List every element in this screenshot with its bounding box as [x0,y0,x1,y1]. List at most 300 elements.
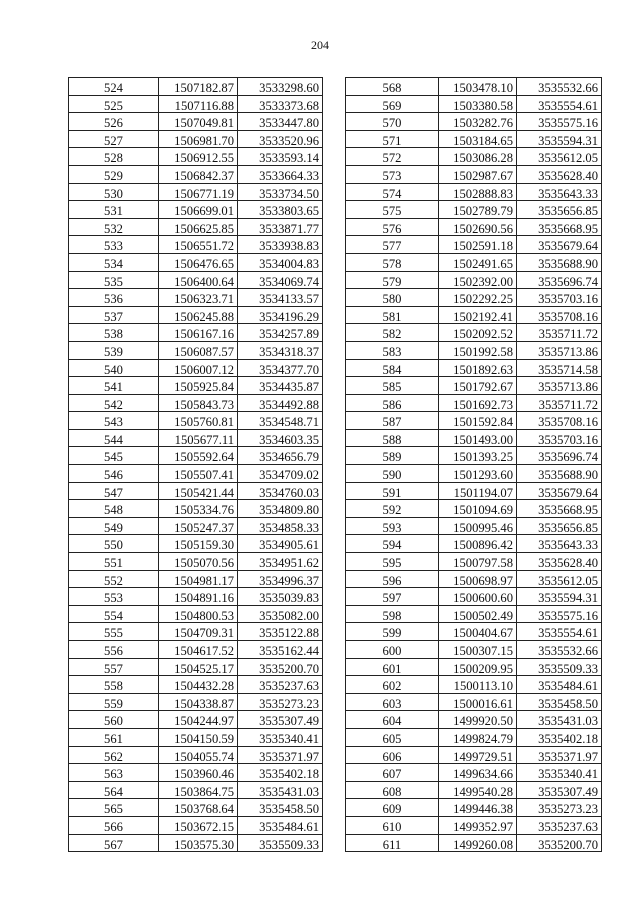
x-coordinate-cell: 1506245.88 [159,306,238,324]
x-coordinate-cell: 1507116.88 [159,95,238,113]
y-coordinate-cell: 3535696.74 [517,271,602,289]
table-row [69,78,323,96]
table-row [346,218,602,236]
x-coordinate-cell: 1502987.67 [439,165,517,183]
x-coordinate-cell: 1500502.49 [439,605,517,623]
y-coordinate-cell: 3535679.64 [517,482,602,500]
point-number-cell: 582 [346,324,439,342]
y-coordinate-cell: 3534809.80 [238,500,323,518]
table-row [346,236,602,254]
x-coordinate-cell: 1499824.79 [439,728,517,746]
point-number-cell: 585 [346,377,439,395]
table-row [346,693,602,711]
y-coordinate-cell: 3535575.16 [517,113,602,131]
x-coordinate-cell: 1504709.31 [159,623,238,641]
point-number-cell: 610 [346,816,439,834]
table-row [346,816,602,834]
point-number-cell: 594 [346,535,439,553]
y-coordinate-cell: 3533803.65 [238,201,323,219]
table-row [346,605,602,623]
point-number-cell: 560 [69,711,159,729]
y-coordinate-cell: 3533664.33 [238,165,323,183]
table-row [346,341,602,359]
x-coordinate-cell: 1504244.97 [159,711,238,729]
table-row [346,535,602,553]
x-coordinate-cell: 1504800.53 [159,605,238,623]
table-row [69,306,323,324]
x-coordinate-cell: 1503086.28 [439,148,517,166]
x-coordinate-cell: 1501692.73 [439,394,517,412]
table-row [346,711,602,729]
y-coordinate-cell: 3535484.61 [238,816,323,834]
x-coordinate-cell: 1500797.58 [439,553,517,571]
x-coordinate-cell: 1499729.51 [439,746,517,764]
y-coordinate-cell: 3535273.23 [517,799,602,817]
table-row [346,253,602,271]
table-row [346,834,602,852]
table-row [69,623,323,641]
x-coordinate-cell: 1504617.52 [159,641,238,659]
point-number-cell: 595 [346,553,439,571]
table-row [69,148,323,166]
table-row [346,183,602,201]
y-coordinate-cell: 3535458.50 [517,693,602,711]
y-coordinate-cell: 3535643.33 [517,183,602,201]
y-coordinate-cell: 3535509.33 [238,834,323,852]
table-row [346,623,602,641]
y-coordinate-cell: 3535696.74 [517,447,602,465]
point-number-cell: 580 [346,289,439,307]
point-number-cell: 551 [69,553,159,571]
x-coordinate-cell: 1500113.10 [439,676,517,694]
y-coordinate-cell: 3534951.62 [238,553,323,571]
x-coordinate-cell: 1504981.17 [159,570,238,588]
y-coordinate-cell: 3535643.33 [517,535,602,553]
y-coordinate-cell: 3535509.33 [517,658,602,676]
point-number-cell: 549 [69,517,159,535]
y-coordinate-cell: 3535711.72 [517,394,602,412]
point-number-cell: 602 [346,676,439,694]
point-number-cell: 554 [69,605,159,623]
point-number-cell: 567 [69,834,159,852]
point-number-cell: 541 [69,377,159,395]
point-number-cell: 592 [346,500,439,518]
y-coordinate-cell: 3535431.03 [238,781,323,799]
point-number-cell: 552 [69,570,159,588]
table-row [346,570,602,588]
table-row [69,500,323,518]
point-number-cell: 557 [69,658,159,676]
table-row [69,324,323,342]
table-row [346,394,602,412]
y-coordinate-cell: 3533871.77 [238,218,323,236]
x-coordinate-cell: 1501293.60 [439,465,517,483]
x-coordinate-cell: 1500307.15 [439,641,517,659]
y-coordinate-cell: 3535612.05 [517,570,602,588]
x-coordinate-cell: 1505760.81 [159,412,238,430]
point-number-cell: 584 [346,359,439,377]
point-number-cell: 548 [69,500,159,518]
x-coordinate-cell: 1506625.85 [159,218,238,236]
y-coordinate-cell: 3535458.50 [238,799,323,817]
y-coordinate-cell: 3535668.95 [517,218,602,236]
y-coordinate-cell: 3535200.70 [517,834,602,852]
point-number-cell: 550 [69,535,159,553]
table-row [346,500,602,518]
table-row [346,588,602,606]
point-number-cell: 545 [69,447,159,465]
x-coordinate-cell: 1503672.15 [159,816,238,834]
y-coordinate-cell: 3535532.66 [517,78,602,96]
point-number-cell: 526 [69,113,159,131]
point-number-cell: 606 [346,746,439,764]
table-row [346,165,602,183]
point-number-cell: 562 [69,746,159,764]
x-coordinate-cell: 1506476.65 [159,253,238,271]
point-number-cell: 529 [69,165,159,183]
point-number-cell: 566 [69,816,159,834]
point-number-cell: 599 [346,623,439,641]
y-coordinate-cell: 3534492.88 [238,394,323,412]
x-coordinate-cell: 1504891.16 [159,588,238,606]
table-row [346,289,602,307]
table-row [69,289,323,307]
coordinate-table-left [68,77,323,852]
point-number-cell: 588 [346,429,439,447]
table-row [346,95,602,113]
x-coordinate-cell: 1503960.46 [159,764,238,782]
point-number-cell: 581 [346,306,439,324]
point-number-cell: 574 [346,183,439,201]
y-coordinate-cell: 3533938.83 [238,236,323,254]
table-row [69,183,323,201]
table-row [69,130,323,148]
table-row [346,306,602,324]
point-number-cell: 583 [346,341,439,359]
point-number-cell: 569 [346,95,439,113]
y-coordinate-cell: 3534656.79 [238,447,323,465]
point-number-cell: 600 [346,641,439,659]
y-coordinate-cell: 3535082.00 [238,605,323,623]
point-number-cell: 587 [346,412,439,430]
y-coordinate-cell: 3535668.95 [517,500,602,518]
point-number-cell: 575 [346,201,439,219]
y-coordinate-cell: 3533373.68 [238,95,323,113]
coordinate-table-right [345,77,602,852]
y-coordinate-cell: 3534069.74 [238,271,323,289]
point-number-cell: 536 [69,289,159,307]
x-coordinate-cell: 1507182.87 [159,78,238,96]
x-coordinate-cell: 1504525.17 [159,658,238,676]
x-coordinate-cell: 1503478.10 [439,78,517,96]
x-coordinate-cell: 1507049.81 [159,113,238,131]
table-row [69,570,323,588]
table-row [346,113,602,131]
point-number-cell: 571 [346,130,439,148]
x-coordinate-cell: 1501393.25 [439,447,517,465]
point-number-cell: 559 [69,693,159,711]
point-number-cell: 568 [346,78,439,96]
y-coordinate-cell: 3535484.61 [517,676,602,694]
y-coordinate-cell: 3534760.03 [238,482,323,500]
point-number-cell: 607 [346,764,439,782]
x-coordinate-cell: 1502491.65 [439,253,517,271]
x-coordinate-cell: 1506842.37 [159,165,238,183]
point-number-cell: 577 [346,236,439,254]
y-coordinate-cell: 3535656.85 [517,201,602,219]
point-number-cell: 603 [346,693,439,711]
point-number-cell: 589 [346,447,439,465]
y-coordinate-cell: 3535340.41 [517,764,602,782]
x-coordinate-cell: 1499634.66 [439,764,517,782]
x-coordinate-cell: 1503282.76 [439,113,517,131]
point-number-cell: 564 [69,781,159,799]
x-coordinate-cell: 1501094.69 [439,500,517,518]
y-coordinate-cell: 3534004.83 [238,253,323,271]
point-number-cell: 572 [346,148,439,166]
y-coordinate-cell: 3535708.16 [517,306,602,324]
x-coordinate-cell: 1506167.16 [159,324,238,342]
x-coordinate-cell: 1506400.64 [159,271,238,289]
y-coordinate-cell: 3535703.16 [517,289,602,307]
table-row [69,95,323,113]
x-coordinate-cell: 1505677.11 [159,429,238,447]
table-row [346,412,602,430]
table-row [346,799,602,817]
x-coordinate-cell: 1502690.56 [439,218,517,236]
y-coordinate-cell: 3535708.16 [517,412,602,430]
y-coordinate-cell: 3535237.63 [517,816,602,834]
x-coordinate-cell: 1499446.38 [439,799,517,817]
x-coordinate-cell: 1500896.42 [439,535,517,553]
point-number-cell: 558 [69,676,159,694]
point-number-cell: 540 [69,359,159,377]
table-row [69,553,323,571]
x-coordinate-cell: 1500016.61 [439,693,517,711]
y-coordinate-cell: 3535594.31 [517,588,602,606]
table-row [346,641,602,659]
table-row [69,482,323,500]
x-coordinate-cell: 1502292.25 [439,289,517,307]
point-number-cell: 591 [346,482,439,500]
table-row [69,746,323,764]
x-coordinate-cell: 1505159.30 [159,535,238,553]
y-coordinate-cell: 3535656.85 [517,517,602,535]
point-number-cell: 608 [346,781,439,799]
y-coordinate-cell: 3535237.63 [238,676,323,694]
table-row [69,517,323,535]
table-row [69,253,323,271]
point-number-cell: 578 [346,253,439,271]
point-number-cell: 534 [69,253,159,271]
y-coordinate-cell: 3535628.40 [517,165,602,183]
point-number-cell: 531 [69,201,159,219]
x-coordinate-cell: 1500404.67 [439,623,517,641]
table-row [346,465,602,483]
x-coordinate-cell: 1506771.19 [159,183,238,201]
y-coordinate-cell: 3534133.57 [238,289,323,307]
point-number-cell: 535 [69,271,159,289]
table-row [69,236,323,254]
y-coordinate-cell: 3533447.80 [238,113,323,131]
y-coordinate-cell: 3535554.61 [517,623,602,641]
table-row [346,764,602,782]
x-coordinate-cell: 1501493.00 [439,429,517,447]
y-coordinate-cell: 3535594.31 [517,130,602,148]
point-number-cell: 590 [346,465,439,483]
x-coordinate-cell: 1506699.01 [159,201,238,219]
y-coordinate-cell: 3535340.41 [238,728,323,746]
table-row [346,482,602,500]
y-coordinate-cell: 3535554.61 [517,95,602,113]
y-coordinate-cell: 3535628.40 [517,553,602,571]
x-coordinate-cell: 1503380.58 [439,95,517,113]
page-number: 204 [311,38,329,52]
table-row [69,781,323,799]
table-row [69,447,323,465]
point-number-cell: 553 [69,588,159,606]
y-coordinate-cell: 3534196.29 [238,306,323,324]
y-coordinate-cell: 3535307.49 [517,781,602,799]
point-number-cell: 525 [69,95,159,113]
point-number-cell: 597 [346,588,439,606]
table-row [69,799,323,817]
table-row [69,113,323,131]
y-coordinate-cell: 3535402.18 [238,764,323,782]
x-coordinate-cell: 1501892.63 [439,359,517,377]
point-number-cell: 573 [346,165,439,183]
table-row [69,764,323,782]
x-coordinate-cell: 1501792.67 [439,377,517,395]
table-row [346,78,602,96]
point-number-cell: 596 [346,570,439,588]
x-coordinate-cell: 1503864.75 [159,781,238,799]
y-coordinate-cell: 3534709.02 [238,465,323,483]
y-coordinate-cell: 3535371.97 [517,746,602,764]
y-coordinate-cell: 3534905.61 [238,535,323,553]
y-coordinate-cell: 3535714.58 [517,359,602,377]
table-row [346,359,602,377]
y-coordinate-cell: 3535713.86 [517,341,602,359]
y-coordinate-cell: 3534548.71 [238,412,323,430]
table-row [69,535,323,553]
y-coordinate-cell: 3535200.70 [238,658,323,676]
table-row [346,781,602,799]
point-number-cell: 524 [69,78,159,96]
y-coordinate-cell: 3535371.97 [238,746,323,764]
y-coordinate-cell: 3535431.03 [517,711,602,729]
x-coordinate-cell: 1500600.60 [439,588,517,606]
coordinate-table-right-body [346,78,602,852]
point-number-cell: 570 [346,113,439,131]
table-row [69,429,323,447]
point-number-cell: 530 [69,183,159,201]
y-coordinate-cell: 3535402.18 [517,728,602,746]
point-number-cell: 544 [69,429,159,447]
point-number-cell: 542 [69,394,159,412]
y-coordinate-cell: 3534435.87 [238,377,323,395]
table-row [69,816,323,834]
table-row [346,676,602,694]
x-coordinate-cell: 1502789.79 [439,201,517,219]
point-number-cell: 533 [69,236,159,254]
point-number-cell: 579 [346,271,439,289]
x-coordinate-cell: 1505843.73 [159,394,238,412]
y-coordinate-cell: 3535162.44 [238,641,323,659]
y-coordinate-cell: 3534996.37 [238,570,323,588]
table-row [346,429,602,447]
y-coordinate-cell: 3535679.64 [517,236,602,254]
x-coordinate-cell: 1500698.97 [439,570,517,588]
table-row [69,693,323,711]
x-coordinate-cell: 1500209.95 [439,658,517,676]
y-coordinate-cell: 3534858.33 [238,517,323,535]
point-number-cell: 547 [69,482,159,500]
y-coordinate-cell: 3534603.35 [238,429,323,447]
x-coordinate-cell: 1504150.59 [159,728,238,746]
point-number-cell: 537 [69,306,159,324]
table-row [346,728,602,746]
table-row [69,658,323,676]
table-row [346,271,602,289]
table-row [69,412,323,430]
table-row [69,465,323,483]
table-row [69,711,323,729]
point-number-cell: 527 [69,130,159,148]
table-row [69,834,323,852]
point-number-cell: 565 [69,799,159,817]
x-coordinate-cell: 1504432.28 [159,676,238,694]
x-coordinate-cell: 1499352.97 [439,816,517,834]
y-coordinate-cell: 3534318.37 [238,341,323,359]
y-coordinate-cell: 3535713.86 [517,377,602,395]
point-number-cell: 546 [69,465,159,483]
table-row [346,517,602,535]
y-coordinate-cell: 3535039.83 [238,588,323,606]
point-number-cell: 532 [69,218,159,236]
x-coordinate-cell: 1499260.08 [439,834,517,852]
x-coordinate-cell: 1504338.87 [159,693,238,711]
x-coordinate-cell: 1503768.64 [159,799,238,817]
y-coordinate-cell: 3534377.70 [238,359,323,377]
coordinate-table-left-body [69,78,323,852]
point-number-cell: 576 [346,218,439,236]
y-coordinate-cell: 3534257.89 [238,324,323,342]
x-coordinate-cell: 1503184.65 [439,130,517,148]
x-coordinate-cell: 1506087.57 [159,341,238,359]
table-row [69,377,323,395]
x-coordinate-cell: 1506007.12 [159,359,238,377]
y-coordinate-cell: 3535612.05 [517,148,602,166]
x-coordinate-cell: 1506551.72 [159,236,238,254]
table-row [69,218,323,236]
x-coordinate-cell: 1499920.50 [439,711,517,729]
y-coordinate-cell: 3533298.60 [238,78,323,96]
x-coordinate-cell: 1505247.37 [159,517,238,535]
y-coordinate-cell: 3533734.50 [238,183,323,201]
table-row [346,377,602,395]
x-coordinate-cell: 1505507.41 [159,465,238,483]
x-coordinate-cell: 1501194.07 [439,482,517,500]
x-coordinate-cell: 1506323.71 [159,289,238,307]
x-coordinate-cell: 1502392.00 [439,271,517,289]
x-coordinate-cell: 1503575.30 [159,834,238,852]
table-row [69,605,323,623]
table-row [69,394,323,412]
x-coordinate-cell: 1505925.84 [159,377,238,395]
x-coordinate-cell: 1499540.28 [439,781,517,799]
table-row [346,553,602,571]
